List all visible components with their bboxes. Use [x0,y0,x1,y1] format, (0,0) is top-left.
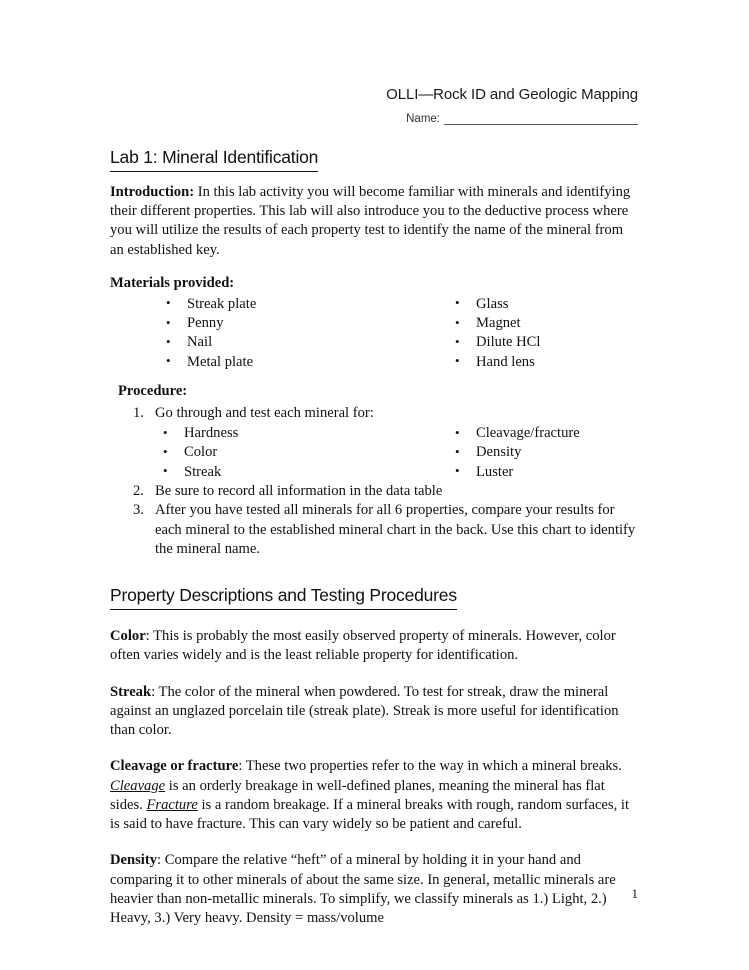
procedure-steps-cont [110,482,638,559]
procedure-properties-lists [110,424,638,482]
lab-heading-wrap [110,147,638,172]
name-blank-line[interactable] [444,113,638,125]
step-number: 3. [133,502,144,519]
property-term: Cleavage or fracture [110,758,239,775]
property-emphasis-cleavage: Cleavage [110,777,166,794]
list-item: • Streak plate [166,295,256,314]
step-number: 1. [133,404,144,421]
procedure-label: Procedure: [118,382,188,399]
list-item: • Nail [166,333,256,352]
procedure-step-2 [133,482,638,501]
materials-left-list [166,295,256,372]
step-text: After you have tested all minerals for all 6 properties, compare your results for each mineral to the established mineral chart in the back. Use this chart to identify the mineral name. [155,502,636,557]
property-body: : This is probably the most easily observed property of minerals. However, color often varies widely and is the least reliable property for identification. [110,628,616,664]
properties-heading-wrap [110,585,638,610]
property-body: : The color of the mineral when powdered. To test for streak, draw the mineral against an unglazed porcelain tile (streak plate). Streak is more useful for identification than color. [110,683,619,738]
properties-left-column [163,424,238,482]
procedure-step-1 [133,404,638,423]
introduction-label: Introduction: [110,183,195,200]
page-number [0,886,638,902]
materials-left-column [166,295,256,372]
list-item: • Glass [455,295,540,314]
page-content [110,0,638,928]
list-item: • Streak [163,463,238,482]
introduction-paragraph [110,183,638,260]
list-item: • Color [163,443,238,462]
list-item: • Luster [455,463,580,482]
list-item: • Metal plate [166,353,256,372]
step-text: Be sure to record all information in the data table [155,483,443,500]
list-item: • Cleavage/fracture [455,424,580,443]
step-number: 2. [133,483,144,500]
list-item: • Magnet [455,314,540,333]
property-body-part1: : These two properties refer to the way in which a mineral breaks. [238,758,622,775]
materials-label: Materials provided: [110,274,235,291]
property-term: Streak [110,683,152,700]
list-item: • Density [455,443,580,462]
property-emphasis-fracture: Fracture [146,796,198,813]
materials-right-list [455,295,540,372]
list-item: • Penny [166,314,256,333]
step-text: Go through and test each mineral for: [155,404,374,421]
materials-lists [110,295,638,371]
list-item: • Hardness [163,424,238,443]
properties-heading: Property Descriptions and Testing Procedures [110,585,457,610]
lab-heading: Lab 1: Mineral Identification [110,147,318,172]
procedure-steps [110,404,638,423]
procedure-step-3 [133,501,638,559]
page-number-value: 1 [631,886,638,901]
property-cleavage-fracture [110,757,638,834]
name-field-row [110,113,638,125]
introduction-text: In this lab activity you will become familiar with minerals and identifying their different properties. This lab will also introduce you to the deductive process where you will utilize the results of each property test to identify the name of the mineral from an established key. [110,183,631,258]
property-body-part3: is a random breakage. If a mineral breaks with rough, random surfaces, it is said to have fracture. This can vary widely so be patient and careful. [110,796,629,832]
property-color [110,627,638,666]
properties-right-column [455,424,580,482]
materials-right-column [455,295,540,372]
properties-left-list [163,424,238,482]
property-body: : Compare the relative “heft” of a mineral by holding it in your hand and comparing it to other minerals of about the same size. In general, metallic minerals are heavier than non-metallic minerals. To simplify, we classify minerals as 1.) Light, 2.) Heavy, 3.) Very heavy. Density = mass/volume [110,852,616,926]
name-label: Name: [406,113,440,125]
property-body-part2: is an orderly breakage in well-defined planes, meaning the mineral has flat sides. [110,777,605,813]
property-term: Density [110,852,158,869]
property-streak [110,683,638,741]
list-item: • Hand lens [455,353,540,372]
course-title: OLLI—Rock ID and Geologic Mapping [386,86,638,103]
property-term: Color [110,628,146,644]
properties-right-list [455,424,580,482]
list-item: • Dilute HCl [455,333,540,352]
